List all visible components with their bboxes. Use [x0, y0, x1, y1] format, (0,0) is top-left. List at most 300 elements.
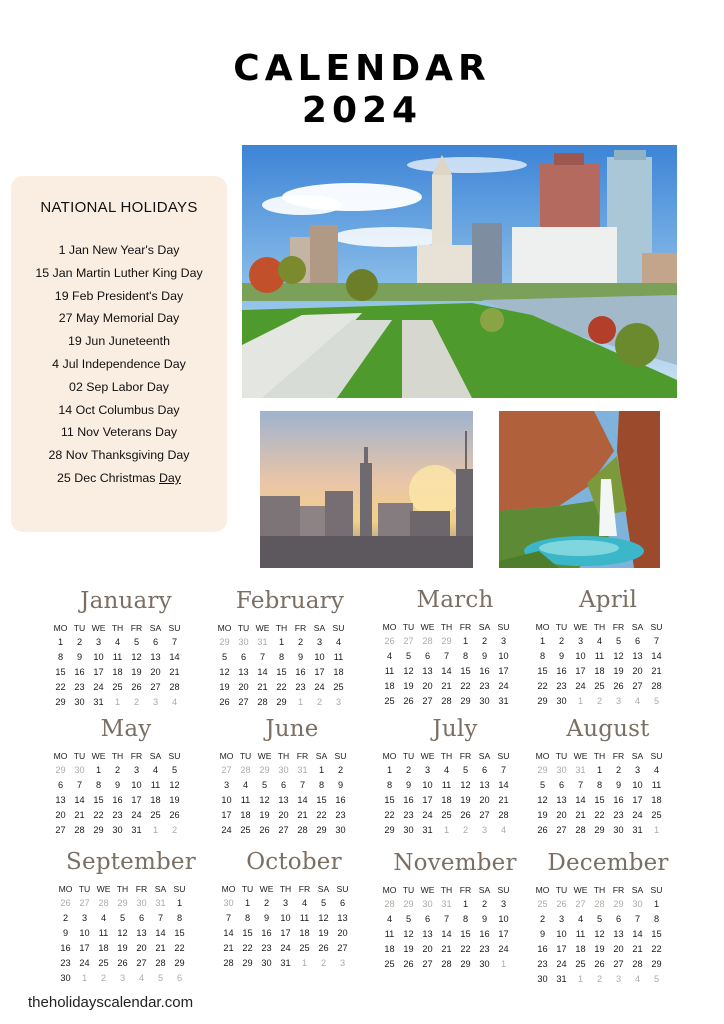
weekday-header: FR [294, 623, 307, 633]
day-cell: 18 [575, 944, 586, 954]
week-row [217, 809, 350, 821]
week-row [217, 794, 350, 806]
day-cell: 4 [242, 780, 249, 790]
day-cell: 23 [479, 944, 490, 954]
month-name: March [416, 587, 494, 613]
day-cell: 19 [403, 944, 414, 954]
adjacent-month-day: 3 [481, 825, 488, 835]
adjacent-month-day: 1 [443, 825, 450, 835]
adjacent-month-day: 29 [613, 899, 624, 909]
day-cell: 23 [112, 810, 123, 820]
day-cell: 2 [558, 636, 565, 646]
day-cell: 12 [169, 780, 180, 790]
day-cell: 25 [333, 682, 344, 692]
holiday-item: 14 Oct Columbus Day [58, 402, 180, 417]
day-cell: 3 [500, 899, 507, 909]
day-cell: 18 [384, 681, 395, 691]
day-cell: 29 [55, 697, 66, 707]
day-cell: 19 [259, 810, 270, 820]
day-cell: 7 [634, 914, 641, 924]
weekday-header: TH [279, 884, 292, 894]
day-cell: 7 [299, 780, 306, 790]
week-row [51, 696, 184, 708]
day-cell: 19 [219, 682, 230, 692]
day-cell: 12 [259, 795, 270, 805]
day-cell: 9 [62, 928, 69, 938]
title-year: 2024 [301, 90, 423, 131]
adjacent-month-day: 27 [575, 899, 586, 909]
week-row [380, 958, 513, 970]
day-cell: 24 [221, 825, 232, 835]
holidays-list [11, 239, 227, 490]
day-cell: 28 [441, 959, 452, 969]
day-cell: 24 [131, 810, 142, 820]
day-cell: 2 [539, 914, 546, 924]
day-cell: 1 [462, 636, 469, 646]
month-name: April [578, 587, 638, 613]
day-cell: 17 [422, 795, 433, 805]
day-cell: 14 [223, 928, 234, 938]
weekday-header: FR [130, 751, 143, 761]
day-cell: 6 [280, 780, 287, 790]
day-cell: 20 [150, 667, 161, 677]
day-cell: 2 [615, 765, 622, 775]
day-cell: 2 [481, 636, 488, 646]
month-name: September [66, 849, 196, 875]
adjacent-month-day: 2 [596, 974, 603, 984]
day-cell: 26 [219, 697, 230, 707]
day-cell: 16 [295, 667, 306, 677]
week-row [219, 897, 352, 909]
day-cell: 24 [575, 681, 586, 691]
adjacent-month-day: 29 [441, 636, 452, 646]
day-cell: 23 [261, 943, 272, 953]
day-cell: 15 [537, 666, 548, 676]
day-cell: 20 [238, 682, 249, 692]
weekday-header: WE [96, 884, 111, 894]
adjacent-month-day: 28 [594, 899, 605, 909]
weekday-header: SA [631, 622, 644, 632]
day-cell: 18 [98, 943, 109, 953]
day-cell: 30 [112, 825, 123, 835]
day-cell: 30 [261, 958, 272, 968]
adjacent-month-day: 2 [316, 697, 323, 707]
weekday-header: TH [440, 751, 453, 761]
day-cell: 6 [558, 780, 565, 790]
adjacent-month-day: 30 [422, 899, 433, 909]
weekday-header: TH [593, 622, 606, 632]
day-cell: 19 [169, 795, 180, 805]
day-cell: 22 [174, 943, 185, 953]
adjacent-month-day: 27 [79, 898, 90, 908]
weekday-header: SU [334, 751, 347, 761]
day-cell: 17 [131, 795, 142, 805]
day-cell: 18 [441, 795, 452, 805]
holiday-item [11, 467, 227, 490]
day-cell: 20 [556, 810, 567, 820]
day-cell: 24 [556, 959, 567, 969]
adjacent-month-day: 3 [152, 697, 159, 707]
week-row [380, 824, 513, 836]
week-row [219, 912, 352, 924]
day-cell: 6 [424, 651, 431, 661]
week-row [533, 794, 666, 806]
day-cell: 24 [280, 943, 291, 953]
day-cell: 7 [171, 637, 178, 647]
day-cell: 16 [335, 795, 346, 805]
adjacent-month-day: 5 [653, 696, 660, 706]
day-cell: 26 [117, 958, 128, 968]
day-cell: 27 [632, 681, 643, 691]
day-cell: 12 [318, 913, 329, 923]
week-row [380, 650, 513, 662]
day-cell: 31 [498, 696, 509, 706]
day-cell: 29 [276, 697, 287, 707]
day-cell: 24 [79, 958, 90, 968]
day-cell: 17 [632, 795, 643, 805]
day-cell: 29 [93, 825, 104, 835]
weekday-header: SU [650, 885, 663, 895]
day-cell: 25 [98, 958, 109, 968]
day-cell: 2 [337, 765, 344, 775]
weekday-header: MO [53, 751, 68, 761]
week-row [533, 665, 666, 677]
weekday-header: SU [336, 884, 349, 894]
day-cell: 1 [278, 637, 285, 647]
weekday-header: FR [459, 885, 472, 895]
day-cell: 3 [95, 637, 102, 647]
day-cell: 17 [498, 666, 509, 676]
adjacent-month-day: 31 [155, 898, 166, 908]
holidays-panel [11, 176, 227, 532]
day-cell: 14 [155, 928, 166, 938]
day-cell: 3 [500, 636, 507, 646]
week-row [51, 666, 184, 678]
weekday-header: TH [593, 885, 606, 895]
day-cell: 22 [242, 943, 253, 953]
day-cell: 10 [632, 780, 643, 790]
week-row [51, 824, 184, 836]
day-cell: 29 [174, 958, 185, 968]
day-cell: 13 [422, 666, 433, 676]
day-cell: 3 [424, 765, 431, 775]
day-cell: 7 [443, 651, 450, 661]
weekday-header: FR [130, 623, 143, 633]
week-row [56, 897, 189, 909]
day-cell: 4 [577, 914, 584, 924]
weekday-header: SA [313, 623, 326, 633]
week-row [533, 958, 666, 970]
day-cell: 22 [460, 681, 471, 691]
day-cell: 5 [133, 637, 140, 647]
day-cell: 1 [176, 898, 183, 908]
day-cell: 12 [131, 652, 142, 662]
day-cell: 6 [339, 898, 346, 908]
day-cell: 28 [257, 697, 268, 707]
day-cell: 14 [169, 652, 180, 662]
weekday-header: TU [555, 885, 568, 895]
day-cell: 8 [539, 651, 546, 661]
adjacent-month-day: 1 [301, 958, 308, 968]
weekday-header: TU [402, 622, 415, 632]
week-row [380, 680, 513, 692]
weekday-header: MO [217, 623, 232, 633]
day-cell: 25 [575, 959, 586, 969]
adjacent-month-day: 2 [100, 973, 107, 983]
day-cell: 8 [653, 914, 660, 924]
weekday-header: FR [612, 622, 625, 632]
day-cell: 7 [500, 765, 507, 775]
week-row [51, 794, 184, 806]
day-cell: 27 [422, 959, 433, 969]
day-cell: 18 [384, 944, 395, 954]
adjacent-month-day: 6 [176, 973, 183, 983]
adjacent-month-day: 29 [403, 899, 414, 909]
day-cell: 7 [653, 636, 660, 646]
week-row [217, 764, 350, 776]
day-cell: 9 [615, 780, 622, 790]
canyon-waterfall-photo [499, 411, 660, 568]
weekday-header: MO [535, 622, 550, 632]
day-cell: 7 [157, 913, 164, 923]
day-cell: 9 [405, 780, 412, 790]
week-row [380, 764, 513, 776]
day-cell: 25 [299, 943, 310, 953]
day-cell: 4 [386, 914, 393, 924]
day-cell: 11 [384, 666, 395, 676]
day-cell: 18 [333, 667, 344, 677]
day-cell: 2 [405, 765, 412, 775]
day-cell: 21 [257, 682, 268, 692]
day-cell: 23 [403, 810, 414, 820]
weekday-header: SA [631, 885, 644, 895]
day-cell: 11 [98, 928, 109, 938]
day-cell: 30 [403, 825, 414, 835]
day-cell: 26 [594, 959, 605, 969]
adjacent-month-day: 1 [577, 974, 584, 984]
adjacent-month-day: 1 [81, 973, 88, 983]
day-cell: 6 [57, 780, 64, 790]
day-cell: 28 [297, 825, 308, 835]
adjacent-month-day: 4 [171, 697, 178, 707]
day-cell: 30 [74, 697, 85, 707]
week-row [219, 957, 352, 969]
week-row [533, 809, 666, 821]
weekday-header: WE [420, 751, 435, 761]
day-cell: 2 [76, 637, 83, 647]
holiday-item: 4 Jul Independence Day [52, 356, 186, 371]
weekday-header: SU [497, 885, 510, 895]
day-cell: 10 [79, 928, 90, 938]
day-cell: 30 [537, 974, 548, 984]
day-cell: 4 [653, 765, 660, 775]
day-cell: 22 [384, 810, 395, 820]
week-row [533, 635, 666, 647]
weekday-header-row [215, 622, 348, 634]
day-cell: 26 [460, 810, 471, 820]
weekday-header: TU [73, 623, 86, 633]
day-cell: 25 [150, 810, 161, 820]
day-cell: 10 [314, 652, 325, 662]
day-cell: 27 [136, 958, 147, 968]
day-cell: 30 [479, 696, 490, 706]
adjacent-month-day: 31 [441, 899, 452, 909]
weekday-header: MO [535, 751, 550, 761]
week-row [533, 928, 666, 940]
weekday-header: SA [315, 751, 328, 761]
day-cell: 25 [112, 682, 123, 692]
day-cell: 19 [131, 667, 142, 677]
day-cell: 17 [556, 944, 567, 954]
day-cell: 8 [95, 780, 102, 790]
day-cell: 29 [460, 959, 471, 969]
day-cell: 4 [386, 651, 393, 661]
day-cell: 14 [498, 780, 509, 790]
day-cell: 21 [651, 666, 662, 676]
day-cell: 6 [240, 652, 247, 662]
day-cell: 9 [263, 913, 270, 923]
week-row [533, 943, 666, 955]
day-cell: 25 [441, 810, 452, 820]
weekday-header: WE [91, 751, 106, 761]
month-name: February [235, 588, 345, 614]
day-cell: 21 [498, 795, 509, 805]
holiday-item-underlined-text: Day [158, 470, 181, 485]
day-cell: 29 [242, 958, 253, 968]
day-cell: 3 [558, 914, 565, 924]
day-cell: 28 [651, 681, 662, 691]
day-cell: 30 [556, 696, 567, 706]
day-cell: 15 [55, 667, 66, 677]
day-cell: 5 [405, 914, 412, 924]
day-cell: 26 [537, 825, 548, 835]
day-cell: 10 [422, 780, 433, 790]
day-cell: 1 [57, 637, 64, 647]
weekday-header: WE [420, 622, 435, 632]
week-row [219, 942, 352, 954]
day-cell: 17 [575, 666, 586, 676]
week-row [56, 912, 189, 924]
weekday-header: SU [168, 751, 181, 761]
day-cell: 17 [79, 943, 90, 953]
day-cell: 3 [316, 637, 323, 647]
day-cell: 6 [152, 637, 159, 647]
weekday-header-row [533, 621, 666, 633]
adjacent-month-day: 2 [171, 825, 178, 835]
adjacent-month-day: 30 [136, 898, 147, 908]
day-cell: 22 [537, 681, 548, 691]
day-cell: 3 [577, 636, 584, 646]
day-cell: 14 [297, 795, 308, 805]
day-cell: 9 [558, 651, 565, 661]
day-cell: 10 [575, 651, 586, 661]
week-row [215, 651, 348, 663]
day-cell: 14 [632, 929, 643, 939]
day-cell: 13 [238, 667, 249, 677]
day-cell: 20 [422, 944, 433, 954]
day-cell: 5 [615, 636, 622, 646]
day-cell: 4 [443, 765, 450, 775]
day-cell: 12 [613, 651, 624, 661]
adjacent-month-day: 28 [240, 765, 251, 775]
day-cell: 15 [174, 928, 185, 938]
day-cell: 16 [613, 795, 624, 805]
weekday-header: SA [631, 751, 644, 761]
day-cell: 15 [651, 929, 662, 939]
day-cell: 8 [57, 652, 64, 662]
day-cell: 15 [460, 929, 471, 939]
day-cell: 11 [150, 780, 161, 790]
day-cell: 10 [131, 780, 142, 790]
day-cell: 19 [594, 944, 605, 954]
day-cell: 19 [117, 943, 128, 953]
day-cell: 8 [278, 652, 285, 662]
day-cell: 1 [596, 765, 603, 775]
day-cell: 16 [74, 667, 85, 677]
day-cell: 26 [403, 696, 414, 706]
weekday-header-row [380, 750, 513, 762]
weekday-header: TU [555, 751, 568, 761]
adjacent-month-day: 30 [74, 765, 85, 775]
skyline-sunset-photo [260, 411, 473, 568]
day-cell: 22 [93, 810, 104, 820]
day-cell: 18 [299, 928, 310, 938]
day-cell: 28 [441, 696, 452, 706]
footer-url: theholidayscalendar.com [28, 994, 194, 1011]
adjacent-month-day: 28 [422, 636, 433, 646]
day-cell: 2 [481, 899, 488, 909]
day-cell: 21 [74, 810, 85, 820]
adjacent-month-day: 26 [556, 899, 567, 909]
day-cell: 29 [651, 959, 662, 969]
day-cell: 26 [613, 681, 624, 691]
day-cell: 5 [539, 780, 546, 790]
day-cell: 9 [539, 929, 546, 939]
weekday-header-row [380, 884, 513, 896]
day-cell: 27 [55, 825, 66, 835]
day-cell: 14 [575, 795, 586, 805]
day-cell: 20 [422, 681, 433, 691]
weekday-header: WE [257, 751, 272, 761]
week-row [51, 681, 184, 693]
month-name: June [265, 716, 319, 742]
month-name: December [547, 850, 669, 876]
day-cell: 11 [651, 780, 662, 790]
adjacent-month-day: 29 [117, 898, 128, 908]
day-cell: 7 [577, 780, 584, 790]
week-row [215, 666, 348, 678]
adjacent-month-day: 30 [632, 899, 643, 909]
weekday-header-row [56, 883, 189, 895]
day-cell: 11 [384, 929, 395, 939]
weekday-header: FR [296, 751, 309, 761]
day-cell: 21 [169, 667, 180, 677]
day-cell: 10 [498, 914, 509, 924]
day-cell: 18 [594, 666, 605, 676]
weekday-header: SA [478, 751, 491, 761]
day-cell: 11 [575, 929, 586, 939]
day-cell: 6 [615, 914, 622, 924]
week-row [56, 927, 189, 939]
day-cell: 11 [112, 652, 123, 662]
week-row [51, 636, 184, 648]
day-cell: 17 [280, 928, 291, 938]
day-cell: 9 [481, 651, 488, 661]
weekday-header: TH [593, 751, 606, 761]
week-row [215, 681, 348, 693]
day-cell: 5 [221, 652, 228, 662]
day-cell: 9 [297, 652, 304, 662]
